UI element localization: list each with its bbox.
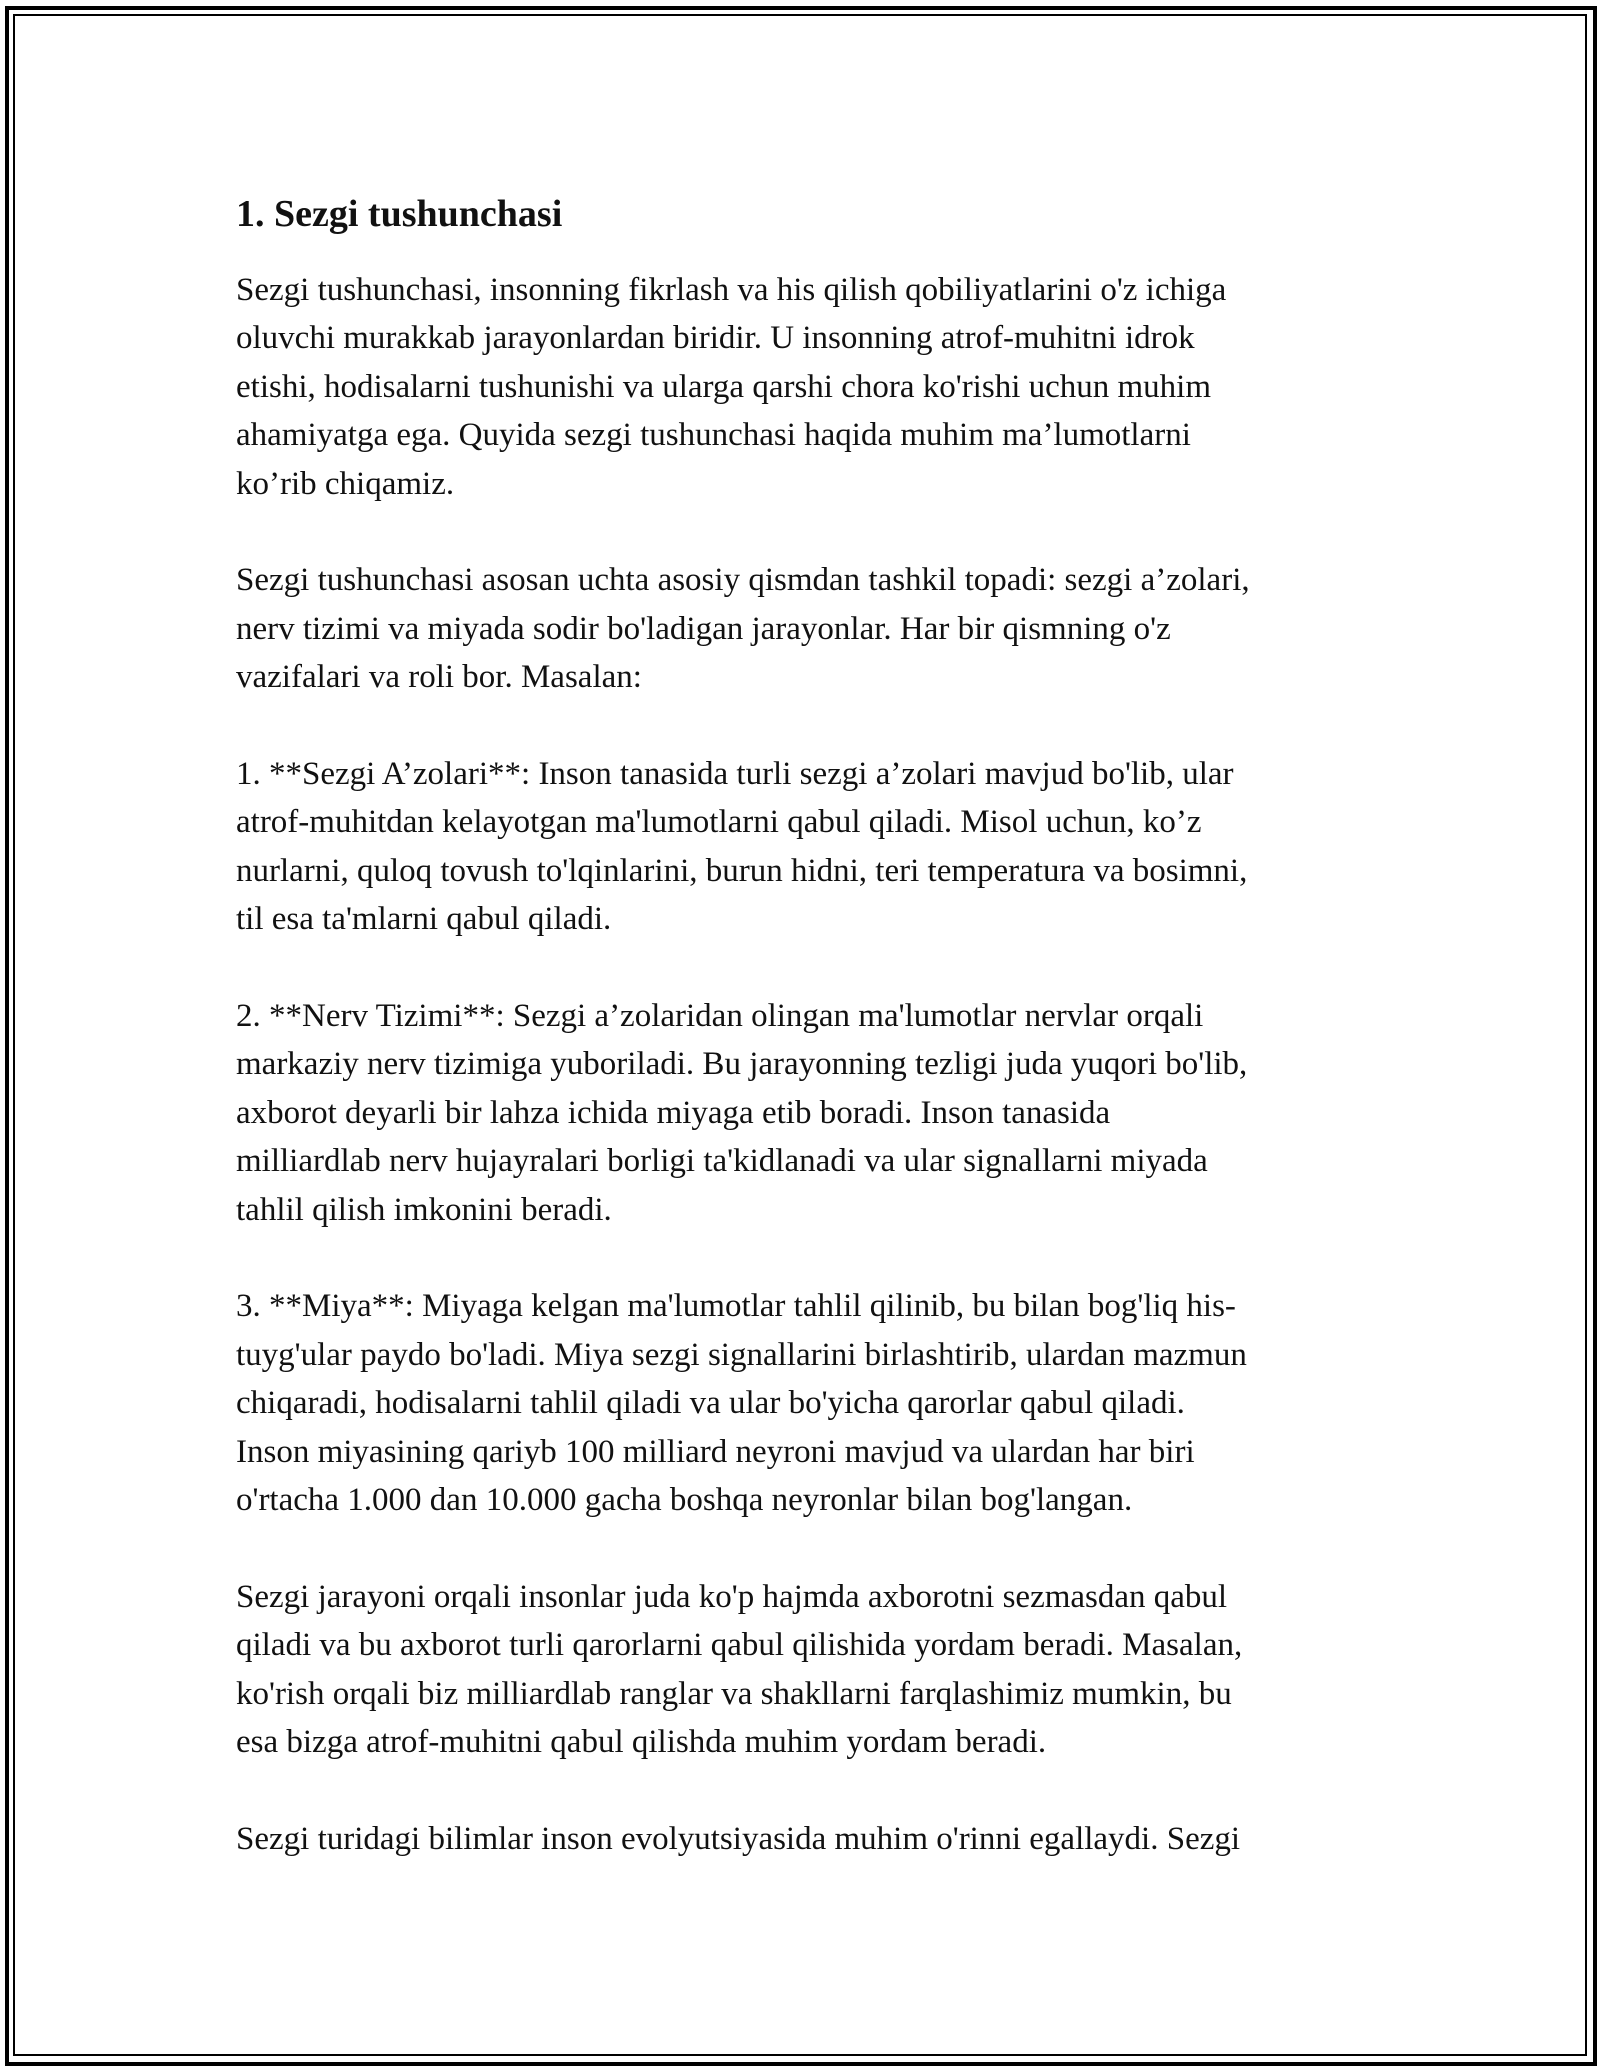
- paragraph-nervous-system: 2. **Nerv Tizimi**: Sezgi a’zolaridan olingan ma'lumotlar nervlar orqali markaziy nerv tizimiga yuboriladi. Bu jarayonning tezligi juda yuqori bo'lib, axborot deyarli bir lahza ichida miyaga etib boradi. Inson tanasida milliardlab nerv hujayralari borligi ta'kidlanadi va ular signallarni miyada tahlil qilish imkonini beradi.: [236, 998, 1248, 1228]
- section-heading: 1. Sezgi tushunchasi: [236, 193, 563, 235]
- paragraph-sense-organs: 1. **Sezgi A’zolari**: Inson tanasida turli sezgi a’zolari mavjud bo'lib, ular atrof-muhitdan kelayotgan ma'lumotlarni qabul qiladi. Misol uchun, ko’z nurlarni, quloq tovush to'lqinlarini, burun hidni, teri temperatura va bosimni, til esa ta'mlarni qabul qiladi.: [236, 756, 1248, 938]
- paragraph-intro: Sezgi tushunchasi, insonning fikrlash va his qilish qobiliyatlarini o'z ichiga oluvchi murakkab jarayonlardan biridir. U insonning atrof-muhitni idrok etishi, hodisalarni tushunishi va ularga qarshi chora ko'rishi uchun muhim ahamiyatga ega. Quyida sezgi tushunchasi haqida muhim ma’lumotlarni ko’rib chiqamiz.: [236, 272, 1227, 502]
- paragraph-perception-process: Sezgi jarayoni orqali insonlar juda ko'p hajmda axborotni sezmasdan qabul qiladi va bu axborot turli qarorlarni qabul qilishida yordam beradi. Masalan, ko'rish orqali biz milliardlab ranglar va shakllarni farqlashimiz mumkin, bu esa bizga atrof-muhitni qabul qilishda muhim yordam beradi.: [236, 1578, 1243, 1761]
- document-body: [236, 186, 1366, 1863]
- paragraph-components: Sezgi tushunchasi asosan uchta asosiy qismdan tashkil topadi: sezgi a’zolari, nerv tizimi va miyada sodir bo'ladigan jarayonlar. Har bir qismning o'z vazifalari va roli bor. Masalan:: [236, 562, 1250, 696]
- paragraph-brain: 3. **Miya**: Miyaga kelgan ma'lumotlar tahlil qilinib, bu bilan bog'liq his- tuyg'ular paydo bo'ladi. Miya sezgi signallarini birlashtirib, ulardan mazmun chiqaradi, hodisalarni tahlil qiladi va ular bo'yicha qarorlar qabul qiladi. Inson miyasining qariyb 100 milliard neyroni mavjud va ulardan har biri o'rtacha 1.000 dan 10.000 gacha boshqa neyronlar bilan bog'langan.: [236, 1288, 1247, 1519]
- paragraph-evolution: Sezgi turidagi bilimlar inson evolyutsiyasida muhim o'rinni egallaydi. Sezgi: [236, 1820, 1241, 1857]
